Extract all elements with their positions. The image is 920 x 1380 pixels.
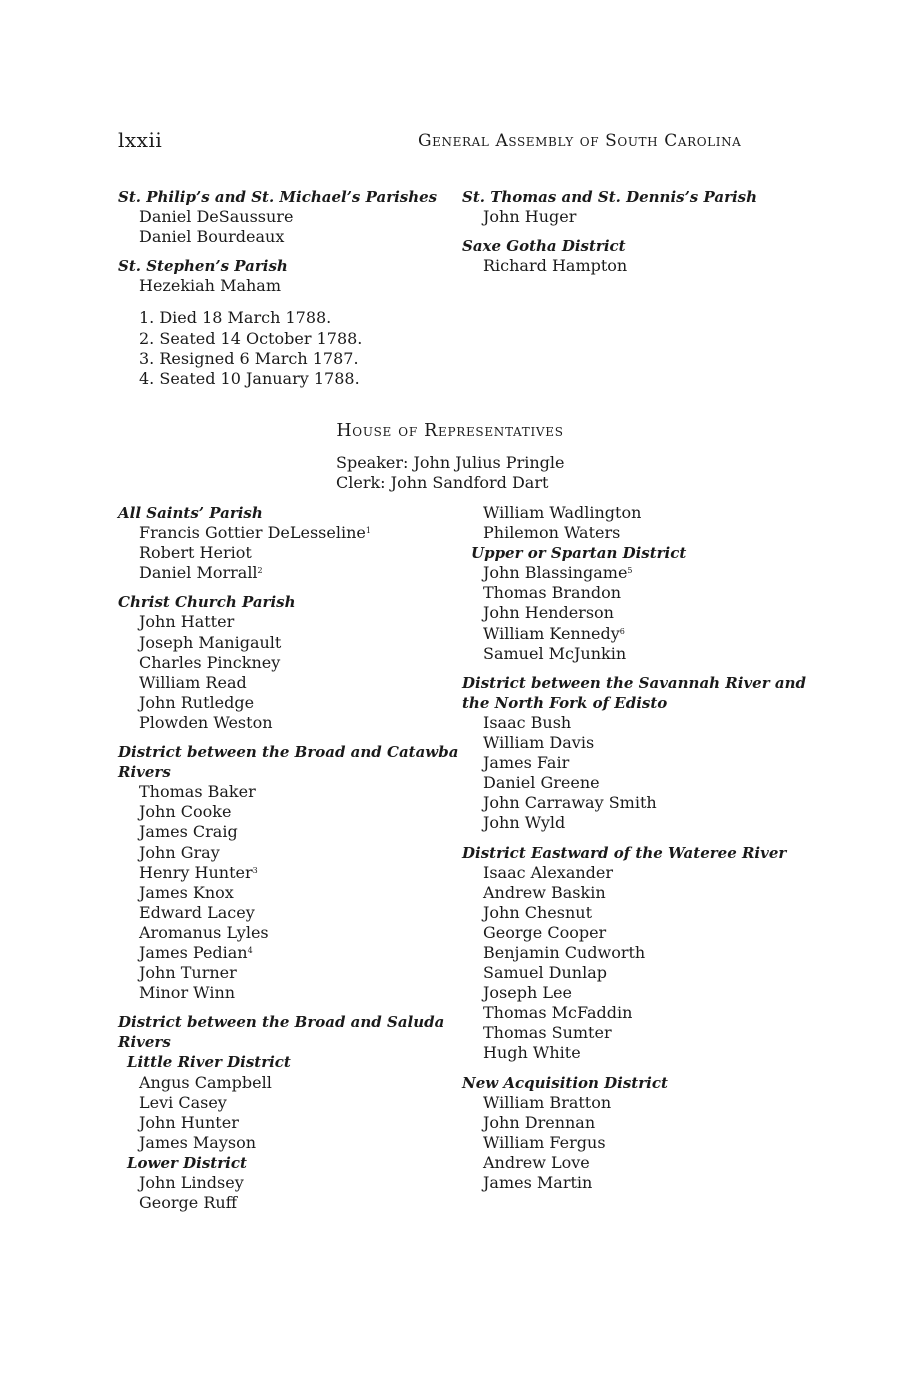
clerk: Clerk: John Sandford Dart — [336, 473, 549, 493]
member-name: Thomas Baker — [139, 782, 256, 802]
member-name: John Henderson — [483, 603, 614, 623]
member-name: Daniel Morrall$^2$ — [139, 563, 263, 583]
member-name: Isaac Alexander — [483, 862, 614, 882]
district-group — [462, 1073, 812, 1194]
district-heading: Saxe Gotha District — [462, 237, 626, 256]
member-name: William Kennedy$^6$ — [483, 623, 625, 643]
member-name: George Cooper — [483, 922, 607, 942]
member-name: Richard Hampton — [483, 256, 628, 276]
member-name: John Drennan — [483, 1112, 596, 1132]
member-name: Isaac Bush — [483, 712, 572, 732]
district-heading: St. Thomas and St. Dennis’s Parish — [462, 188, 758, 206]
member-name: Aromanus Lyles — [139, 922, 269, 942]
member-name: Francis Gottier DeLesseline$^1$ — [139, 523, 371, 543]
district-heading: District Eastward of the Wateree River — [462, 843, 787, 862]
member-name: James Fair — [483, 753, 570, 773]
member-name: Plowden Weston — [139, 712, 273, 732]
footnote: 2. Seated 14 October 1788. — [139, 328, 363, 348]
member-name: William Bratton — [483, 1092, 612, 1112]
speaker: Speaker: John Julius Pringle — [336, 453, 565, 472]
footnote-ref: 1 — [365, 526, 371, 536]
member-name: Thomas Brandon — [483, 583, 622, 603]
footnote: 1. Died 18 March 1788. — [139, 308, 332, 328]
footnote-ref: 2 — [257, 566, 263, 576]
member-name: Samuel Dunlap — [483, 963, 607, 983]
subdistrict-heading: Upper or Spartan District — [471, 544, 687, 563]
member-name: John Turner — [139, 963, 237, 983]
member-name: Minor Winn — [139, 983, 236, 1003]
district-group — [118, 1012, 468, 1213]
district-group — [462, 673, 812, 834]
member-name: Andrew Love — [483, 1152, 590, 1172]
house-left-column — [118, 503, 468, 1213]
member-name: Levi Casey — [139, 1092, 227, 1112]
member-name: James Mayson — [139, 1132, 256, 1152]
member-name: Charles Pinckney — [139, 652, 281, 672]
member-name: John Rutledge — [139, 692, 255, 712]
member-name: Henry Hunter$^3$ — [139, 862, 258, 882]
district-heading: All Saints’ Parish — [118, 504, 263, 522]
district-heading: New Acquisition District — [462, 1073, 668, 1092]
district-group — [118, 592, 468, 733]
district-heading: Christ Church Parish — [118, 593, 296, 612]
member-name: John Carraway Smith — [483, 793, 657, 813]
footnote-ref: 3 — [252, 865, 258, 875]
district-heading: St. Stephen’s Parish — [118, 257, 288, 276]
footnote-ref: 5 — [627, 566, 633, 576]
member-name: John Hatter — [139, 612, 235, 632]
footnotes — [118, 308, 458, 388]
footnote: 4. Seated 10 January 1788. — [139, 368, 360, 388]
member-name: William Davis — [483, 733, 595, 753]
district-group — [118, 742, 468, 1003]
district-heading: the North Fork of Edisto — [462, 693, 668, 712]
district-group — [462, 843, 812, 1064]
member-name: George Ruff — [139, 1193, 238, 1213]
senate-group — [462, 187, 802, 227]
member-name: Angus Campbell — [139, 1072, 272, 1092]
member-name: John Cooke — [139, 802, 232, 822]
footnote-ref: 6 — [619, 626, 625, 636]
page-number: lxxii — [118, 128, 163, 152]
member-name: Daniel DeSaussure — [139, 207, 294, 227]
footnote: 3. Resigned 6 March 1787. — [139, 348, 359, 368]
member-name: James Craig — [139, 822, 238, 842]
senate-group — [118, 256, 458, 296]
member-name: John Blassingame$^5$ — [483, 563, 633, 583]
member-name: James Pedian$^4$ — [139, 942, 253, 962]
senate-right-column — [462, 187, 802, 285]
member-name: John Wyld — [483, 813, 566, 833]
house-officers — [336, 453, 564, 493]
district-heading: District between the Savannah River and — [462, 673, 806, 692]
member-name: Hezekiah Maham — [139, 276, 281, 296]
district-group — [118, 503, 468, 583]
member-name: Joseph Manigault — [139, 632, 282, 652]
member-name: Daniel Greene — [483, 773, 600, 793]
member-name: Benjamin Cudworth — [483, 942, 646, 962]
senate-group — [118, 187, 458, 247]
section-title: House of Representatives — [336, 421, 564, 441]
member-name: John Hunter — [139, 1112, 239, 1132]
running-head: General Assembly of South Carolina — [418, 131, 742, 151]
house-right-column — [462, 503, 812, 1193]
subdistrict-heading: Little River District — [127, 1053, 291, 1072]
senate-group — [462, 236, 802, 276]
member-name: John Chesnut — [483, 902, 593, 922]
footnote-ref: 4 — [247, 945, 253, 955]
member-name: William Read — [139, 672, 247, 692]
member-name: John Lindsey — [139, 1173, 244, 1192]
senate-left-column — [118, 187, 458, 389]
member-name: Thomas Sumter — [483, 1023, 612, 1043]
member-name: John Gray — [139, 842, 220, 862]
district-group-continued — [462, 503, 812, 664]
member-name: Philemon Waters — [483, 523, 621, 543]
member-name: William Fergus — [483, 1132, 606, 1152]
member-name: Samuel McJunkin — [483, 643, 627, 663]
member-name: John Huger — [483, 207, 577, 227]
district-heading: District between the Broad and Catawba — [118, 743, 459, 762]
member-name: Hugh White — [483, 1043, 581, 1063]
member-name: Daniel Bourdeaux — [139, 227, 285, 247]
district-heading: St. Philip’s and St. Michael’s Parishes — [118, 188, 438, 206]
member-name: Joseph Lee — [483, 983, 572, 1003]
member-name: Thomas McFaddin — [483, 1003, 633, 1023]
member-name: James Knox — [139, 882, 234, 902]
district-heading: Rivers — [118, 763, 171, 782]
member-name: Edward Lacey — [139, 902, 255, 922]
member-name: Andrew Baskin — [483, 882, 606, 902]
subdistrict-heading: Lower District — [127, 1153, 247, 1172]
member-name: William Wadlington — [483, 503, 642, 522]
member-name: James Martin — [483, 1173, 593, 1192]
district-heading: District between the Broad and Saluda Rivers — [118, 1013, 445, 1052]
member-name: Robert Heriot — [139, 543, 252, 563]
